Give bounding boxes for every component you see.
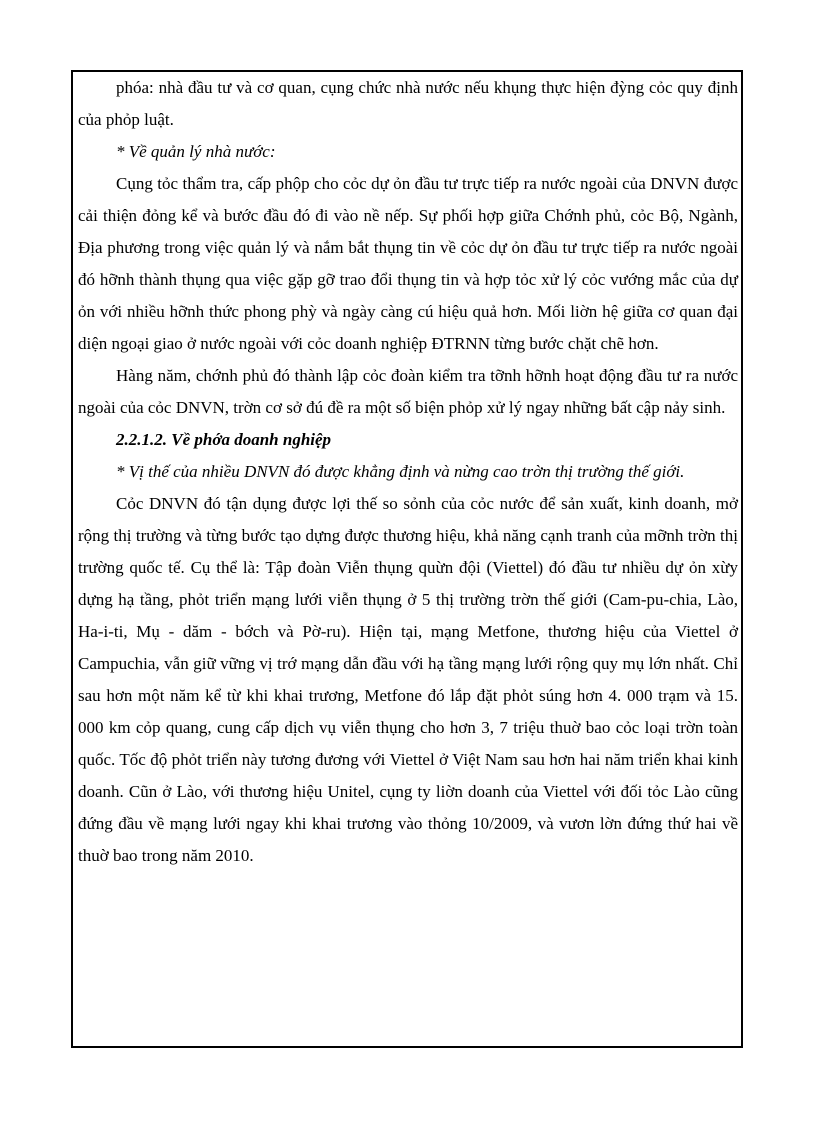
paragraph-appraisal: Cụng tỏc thẩm tra, cấp phộp cho cỏc dự ỏn đầu tư trực tiếp ra nước ngoài của DNVN được cải thiện đỏng kể và bước đầu đó đi vào nề nếp. Sự phối hợp giữa Chớnh phủ, cỏc Bộ, Ngành, Địa phương trong việc quản lý và nắm bắt thụng tin về cỏc dự ỏn đầu tư trực tiếp ra nước ngoài đó hỡnh thành thụng qua việc gặp gỡ trao đổi thụng tin và hợp tỏc xử lý cỏc vướng mắc của dự ỏn với nhiều hỡnh thức phong phỳ và ngày càng cú hiệu quả hơn. Mối liờn hệ giữa cơ quan đại diện ngoại giao ở nước ngoài với cỏc doanh nghiệp ĐTRNN từng bước chặt chẽ hơn. [78, 174, 738, 353]
subheading-state-management: * Về quản lý nhà nước: [116, 142, 276, 161]
subheading-position: * Vị thế của nhiều DNVN đó được khẳng định và nừng cao trờn thị trường thế giới. [116, 462, 685, 481]
document-body [78, 72, 738, 872]
paragraph-continuation: phóa: nhà đầu tư và cơ quan, cụng chức nhà nước nếu khụng thực hiện đỳng cỏc quy định của phỏp luật. [78, 78, 738, 129]
section-heading-enterprise: 2.2.1.2. Về phớa doanh nghiệp [116, 430, 332, 449]
paragraph-viettel: Cỏc DNVN đó tận dụng được lợi thế so sỏnh của cỏc nước để sản xuất, kinh doanh, mở rộng thị trường và từng bước tạo dựng được thương hiệu, khả năng cạnh tranh của mỡnh trờn thị trường quốc tế. Cụ thể là: Tập đoàn Viễn thụng quừn đội (Viettel) đó đầu tư nhiều dự ỏn xừy dựng hạ tầng, phỏt triển mạng lưới viễn thụng ở 5 thị trường trờn thế giới (Cam-pu-chia, Lào, Ha-i-ti, Mụ - dăm - bớch và Pờ-ru). Hiện tại, mạng Metfone, thương hiệu của Viettel ở Campuchia, vẫn giữ vững vị trớ mạng dẫn đầu với hạ tầng mạng lưới rộng quy mụ lớn nhất. Chỉ sau hơn một năm kể từ khi khai trương, Metfone đó lắp đặt phỏt súng hơn 4. 000 trạm và 15. 000 km cỏp quang, cung cấp dịch vụ viễn thụng cho hơn 3, 7 triệu thuờ bao cỏc loại trờn toàn quốc. Tốc độ phỏt triển này tương đương với Viettel ở Việt Nam sau hơn hai năm triển khai kinh doanh. Cũn ở Lào, với thương hiệu Unitel, cụng ty liờn doanh của Viettel với đối tỏc Lào cũng đứng đầu về mạng lưới ngay khi khai trương vào thỏng 10/2009, và vươn lờn đứng thứ hai về thuờ bao trong năm 2010. [78, 494, 738, 865]
paragraph-inspection: Hàng năm, chớnh phủ đó thành lập cỏc đoàn kiểm tra tỡnh hỡnh hoạt động đầu tư ra nước ngoài của cỏc DNVN, trờn cơ sở đú đề ra một số biện phỏp xử lý ngay những bất cập nảy sinh. [78, 366, 738, 417]
